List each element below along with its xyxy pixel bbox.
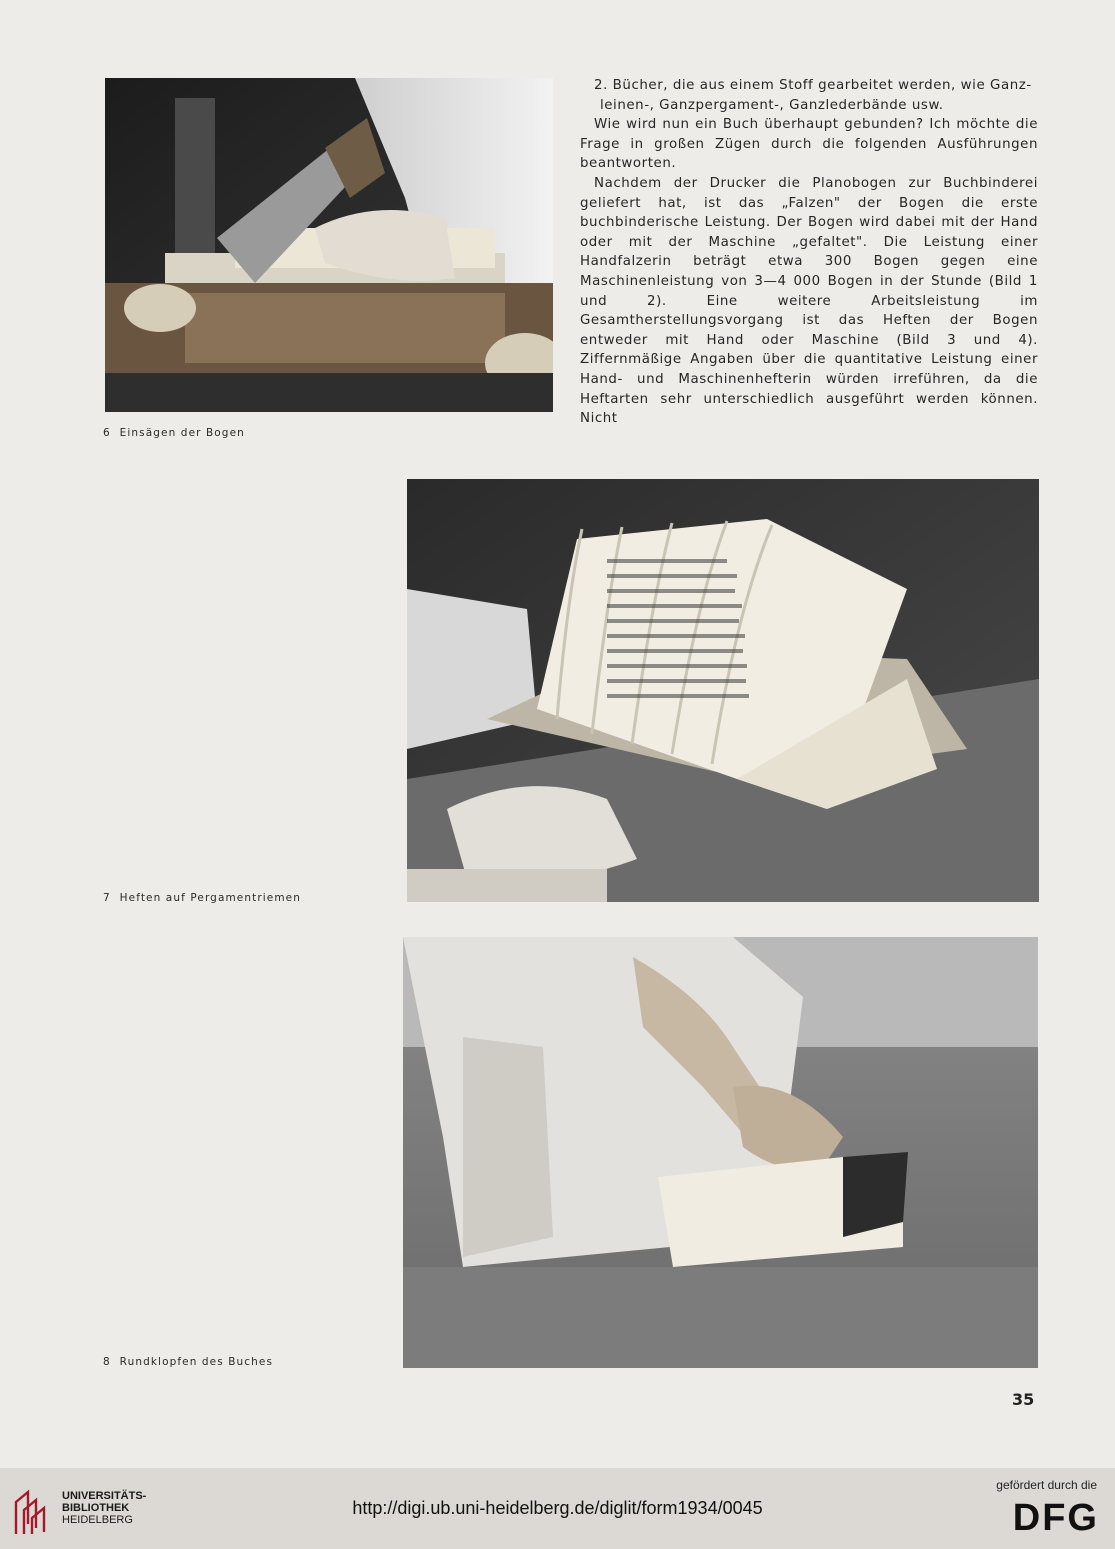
library-name-line1: UNIVERSITÄTS-	[62, 1490, 147, 1502]
funded-by-text: gefördert durch die	[996, 1478, 1097, 1492]
library-name-line3: HEIDELBERG	[62, 1514, 133, 1526]
figure-8-caption-text: Rundklopfen des Buches	[119, 1356, 274, 1368]
figure-6-caption	[103, 427, 245, 439]
figure-7-caption-text: Heften auf Pergamentriemen	[119, 892, 301, 904]
figure-8-caption	[103, 1356, 273, 1368]
figure-6-photo	[105, 78, 553, 412]
source-url-link[interactable]: http://digi.ub.uni-heidelberg.de/diglit/form1934/0045	[352, 1498, 763, 1518]
list-item-2-line1: 2. Bücher, die aus einem Stoff gearbeitet werden, wie Ganz-	[594, 78, 1032, 93]
body-text-column	[580, 76, 1038, 429]
paragraph-1: Wie wird nun ein Buch überhaupt gebunden? Ich möchte die Frage in großen Zügen durch die folgenden Ausführungen beantworten.	[580, 117, 1038, 172]
figure-7-photo	[407, 479, 1039, 902]
list-item-2	[580, 76, 1038, 115]
list-item-2-line2: leinen-, Ganzpergament-, Ganzlederbände usw.	[600, 97, 944, 113]
dfg-logo: DFG	[1012, 1497, 1099, 1539]
paragraph-2: Nachdem der Drucker die Planobogen zur Buchbinderei geliefert hat, ist das „Falzen" der Bogen die erste buchbinderische Leistung. Der Bogen wird dabei mit der Hand oder mit der Maschine „gefaltet". Die Leistung einer Handfalzerin beträgt etwa 300 Bogen gegen eine Maschinenleistung von 3—4 000 Bogen in der Stunde (Bild 1 und 2). Eine weitere Arbeitsleistung im Gesamtherstellungsvorgang ist das Heften der Bogen entweder mit Hand oder Maschine (Bild 3 und 4). Ziffernmäßige Angaben über die quantitative Leistung einer Hand- und Maschinenhefterin würden irreführen, da die Heftarten sehr unterschiedlich ausgeführt werden können. Nicht	[580, 175, 1038, 427]
figure-8-photo	[403, 937, 1038, 1368]
library-name-line2: BIBLIOTHEK	[62, 1502, 130, 1514]
figure-6-number: 6	[103, 427, 111, 439]
figure-7-caption	[103, 892, 301, 904]
figure-8-number: 8	[103, 1356, 111, 1368]
figure-7-number: 7	[103, 892, 111, 904]
page-number: 35	[1012, 1390, 1035, 1409]
figure-6-caption-text: Einsägen der Bogen	[119, 427, 245, 439]
footer-bar	[0, 1468, 1115, 1549]
